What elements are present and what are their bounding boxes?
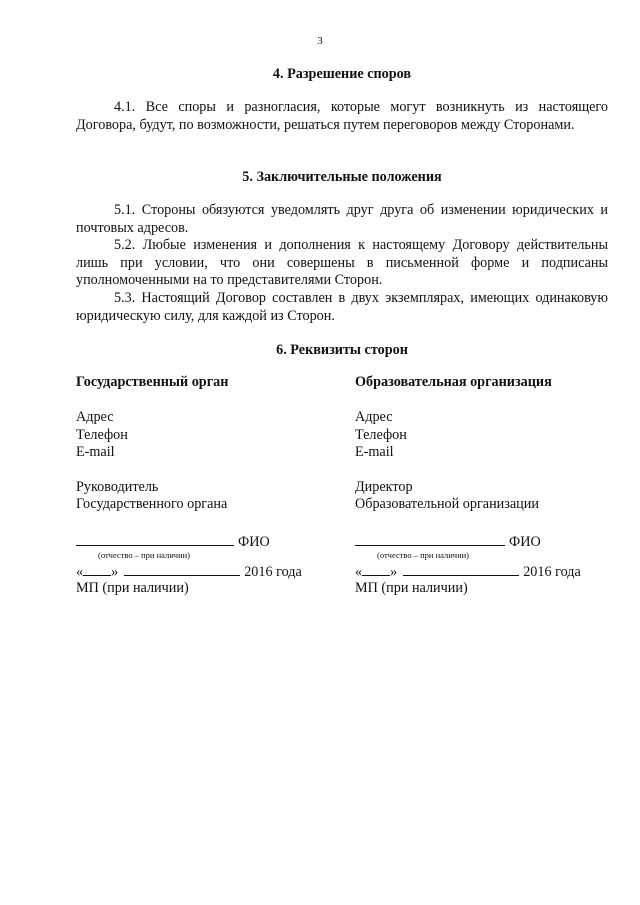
patronymic-note: (отчество – при наличии) [377,549,469,560]
phone-label: Телефон [355,426,407,443]
party-title: Государственный орган [76,374,229,390]
signature-row [76,532,336,550]
date-row [76,562,336,580]
patronymic-note: (отчество – при наличии) [98,549,190,560]
quote-close: » [111,563,119,580]
address-label: Адрес [76,409,114,425]
quote-open: « [76,563,84,580]
position-label: Директор [355,478,413,495]
paragraph-5-1: 5.1. Стороны обязуются уведомлять друг друга об изменении юридических и почтовых адресов. [76,202,608,236]
section-5-heading: 5. Заключительные положения [242,169,442,185]
address-label: Адрес [355,409,393,425]
fio-label: ФИО [238,533,270,550]
quote-open: « [355,563,363,580]
signature-field[interactable] [76,532,234,546]
party-column-state-body [76,374,336,598]
paragraph-4-1: 4.1. Все споры и разногласия, которые могут возникнуть из настоящего Договора, будут, по возможности, решаться путем переговоров между Сторонами. [76,99,608,133]
party-column-education-org [355,374,615,598]
email-label: E-mail [355,444,394,461]
party-title: Образовательная организация [355,374,552,390]
fio-label: ФИО [509,533,541,550]
day-field[interactable] [83,562,111,576]
day-field[interactable] [362,562,390,576]
paragraph-5-2: 5.2. Любые изменения и дополнения к настоящему Договору действительны лишь при условии, что они совершены в письменной форме и подписаны уполномоченными на то представителями Сторон. [76,237,608,289]
stamp-label: МП (при наличии) [355,579,468,596]
signature-field[interactable] [355,532,505,546]
page-number: 3 [317,35,323,47]
position-label-line2: Образовательной организации [355,496,539,513]
stamp-label: МП (при наличии) [76,579,189,596]
position-label: Руководитель [76,478,159,495]
section-6-heading: 6. Реквизиты сторон [276,342,408,358]
quote-close: » [390,563,398,580]
signature-row [355,532,615,550]
month-field[interactable] [124,562,240,576]
email-label: E-mail [76,444,115,461]
month-field[interactable] [403,562,519,576]
position-label-line2: Государственного органа [76,496,228,513]
year-label: 2016 года [244,563,302,580]
paragraph-5-3: 5.3. Настоящий Договор составлен в двух экземплярах, имеющих одинаковую юридическую силу, для каждой из Сторон. [76,290,608,324]
date-row [355,562,615,580]
year-label: 2016 года [523,563,581,580]
phone-label: Телефон [76,426,128,443]
section-4-heading: 4. Разрешение споров [272,66,412,82]
